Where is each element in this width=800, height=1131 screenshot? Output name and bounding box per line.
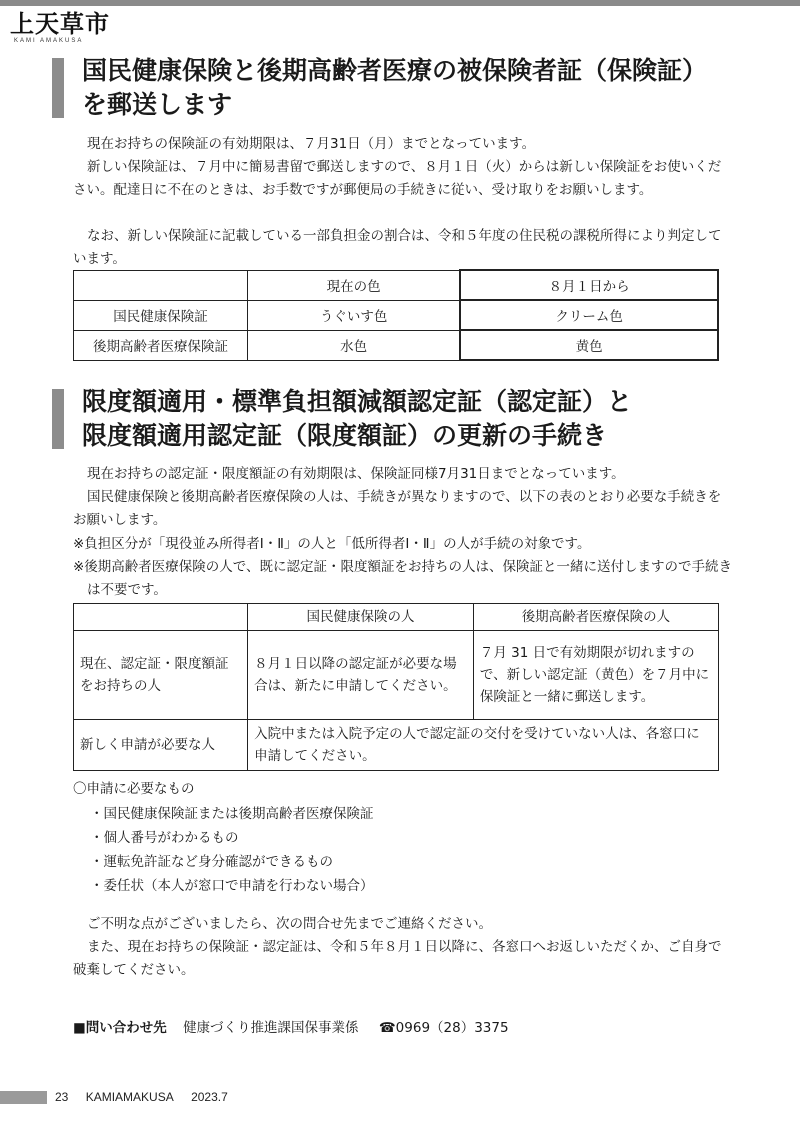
page-number: 23 (55, 1090, 69, 1104)
table-header-elderly-insurance: 後期高齢者医療保険の人 (473, 604, 718, 631)
section1-paragraph-1: 現在お持ちの保険証の有効期限は、７月31日（月）までとなっています。 (87, 136, 536, 152)
list-item: ・委任状（本人が窓口で申請を行わない場合） (90, 878, 374, 894)
section2-note-2: ※後期高齢者医療保険の人で、既に認定証・限度額証をお持ちの人は、保険証と一緒に送付しますので手続きは不要です。 (73, 559, 733, 598)
footer (55, 1089, 242, 1105)
section1-title-line1: 国民健康保険と後期高齢者医療の被保険者証（保険証） (82, 56, 708, 85)
table-header-new-color: ８月１日から (460, 270, 718, 300)
section2-note-1: ※負担区分が「現役並み所得者Ⅰ・Ⅱ」の人と「低所得者Ⅰ・Ⅱ」の人が手続の対象です。 (73, 536, 591, 552)
certificate-procedure-table (73, 603, 719, 771)
table-row (74, 720, 719, 771)
city-logo (10, 9, 120, 49)
table-cell: 水色 (248, 330, 461, 360)
table-cell (74, 270, 248, 300)
table-cell: ８月１日以降の認定証が必要な場合は、新たに申請してください。 (248, 631, 474, 720)
heading-bar (52, 58, 64, 118)
table-row (74, 631, 719, 720)
section1-paragraph-2: 新しい保険証は、７月中に簡易書留で郵送しますので、８月１日（火）からは新しい保険証をお使いください。配達日に不在のときは、お手数ですが郵便局の手続きに従い、受け取りをお願いします。 (73, 159, 722, 198)
section1-paragraph-3: なお、新しい保険証に記載している一部負担金の割合は、令和５年度の住民税の課税所得により判定しています。 (73, 228, 722, 267)
issue-date: 2023.7 (191, 1090, 228, 1104)
table-cell: 現在、認定証・限度額証をお持ちの人 (74, 631, 248, 720)
section2-paragraph-1: 現在お持ちの認定証・限度額証の有効期限は、保険証同様7月31日までとなっています。 (87, 466, 625, 482)
closing-paragraph-2: また、現在お持ちの保険証・認定証は、令和５年８月１日以降に、各窓口へお返しいただくか、ご自身で破棄してください。 (73, 939, 722, 978)
logo-text: 上天草市 (10, 10, 110, 38)
table-cell (74, 604, 248, 631)
top-bar (0, 0, 800, 6)
table-cell: 国民健康保険証 (74, 300, 248, 330)
requirements-title: 〇申請に必要なもの (73, 781, 195, 797)
contact-label: ■問い合わせ先 (73, 1020, 167, 1036)
table-header-row (74, 270, 719, 300)
list-item: ・個人番号がわかるもの (90, 830, 239, 846)
contact-department: 健康づくり推進課国保事業係 (183, 1020, 359, 1036)
table-header-national-insurance: 国民健康保険の人 (248, 604, 474, 631)
table-header-current-color: 現在の色 (248, 270, 461, 300)
section2-title-line1: 限度額適用・標準負担額減額認定証（認定証）と (82, 387, 633, 416)
table-cell: クリーム色 (460, 300, 718, 330)
footer-bar (0, 1091, 47, 1104)
section1-title-line2: を郵送します (82, 90, 233, 119)
insurance-card-color-table (73, 269, 719, 361)
list-item: ・国民健康保険証または後期高齢者医療保険証 (90, 806, 374, 822)
table-row (74, 330, 719, 360)
section2-paragraph-2: 国民健康保険と後期高齢者医療保険の人は、手続きが異なりますので、以下の表のとおり必要な手続きをお願いします。 (73, 489, 722, 528)
contact-phone: ☎0969（28）3375 (378, 1020, 509, 1036)
table-cell: ７月 31 日で有効期限が切れますので、新しい認定証（黄色）を７月中に保険証と一緒に郵送します。 (473, 631, 718, 720)
closing-paragraph-1: ご不明な点がございましたら、次の問合せ先までご連絡ください。 (87, 916, 492, 932)
publication-name: KAMIAMAKUSA (85, 1090, 174, 1104)
table-cell: 後期高齢者医療保険証 (74, 330, 248, 360)
requirements-list (90, 802, 374, 898)
list-item: ・運転免許証など身分確認ができるもの (90, 854, 333, 870)
section2-heading (52, 385, 632, 453)
heading-bar (52, 389, 64, 449)
contact-info (73, 1018, 509, 1038)
table-cell: 黄色 (460, 330, 718, 360)
table-cell: 新しく申請が必要な人 (74, 720, 248, 771)
table-header-row (74, 604, 719, 631)
table-cell: うぐいす色 (248, 300, 461, 330)
section2-title-line2: 限度額適用認定証（限度額証）の更新の手続き (82, 421, 608, 450)
table-cell: 入院中または入院予定の人で認定証の交付を受けていない人は、各窓口に申請してください。 (248, 720, 719, 771)
logo-subtext: KAMI AMAKUSA (14, 38, 84, 44)
table-row (74, 300, 719, 330)
section1-heading (52, 54, 707, 122)
